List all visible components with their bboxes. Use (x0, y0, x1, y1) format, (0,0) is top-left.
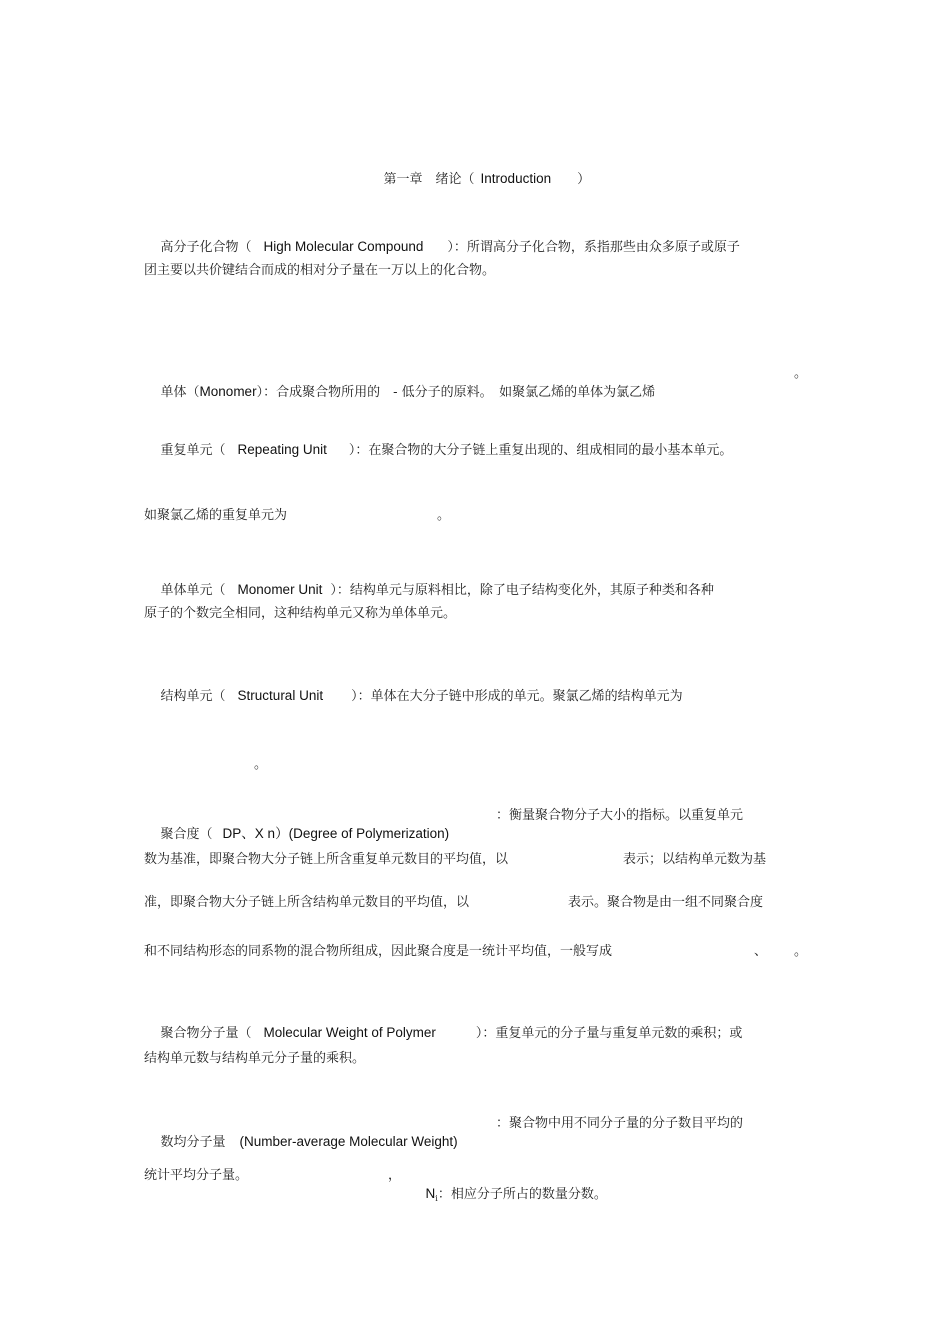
number-average-line2: 统计平均分子量。 (144, 1168, 249, 1183)
dp-line4-period: 。 (794, 944, 808, 959)
def-number-average-mw-definition: ：聚合物中用不同分子量的分子数目平均的 (496, 1116, 744, 1131)
title-en: Introduction (480, 171, 552, 186)
def-monomer-unit-line2: 原子的个数完全相同，这种结构单元又称为单体单元。 (144, 606, 457, 621)
term-en: Molecular Weight of Polymer (263, 1025, 436, 1040)
term-en: Monomer (199, 384, 257, 399)
structural-unit-period: 。 (254, 757, 268, 772)
dp-line2a: 数为基准，即聚合物大分子链上所含重复单元数目的平均值，以 (144, 852, 509, 867)
term-cn: 单体单元（ (160, 583, 226, 598)
term-cn: 单体（ (160, 385, 200, 400)
term-en: High Molecular Compound (263, 239, 424, 254)
def-number-average-mw (144, 1115, 458, 1170)
term-symbols: DP、X n (222, 826, 276, 841)
def-degree-of-polymerization-definition: ：衡量聚合物分子大小的指标。以重复单元 (496, 808, 744, 823)
definition: ）：合成聚合物所用的 - 低分子的原料。 如聚氯乙烯的单体为氯乙烯 (256, 385, 656, 400)
term-en: (Number-average Molecular Weight) (239, 1134, 458, 1149)
term-cn: 聚合物分子量（ (160, 1026, 252, 1041)
definition: ）：结构单元与原料相比，除了电子结构变化外，其原子种类和各种 (330, 583, 714, 598)
def-high-molecular-compound-line2: 团主要以共价键结合而成的相对分子量在一万以上的化合物。 (144, 263, 496, 278)
dp-line3b: 表示。聚合物是由一组不同聚合度 (568, 895, 764, 910)
dp-line2b: 表示；以结构单元数为基 (623, 852, 767, 867)
title-pre: 第一章 绪论（ (383, 172, 475, 187)
def-molecular-weight-line2: 结构单元数与结构单元分子量的乘积。 (144, 1051, 366, 1066)
term-cn: 重复单元（ (160, 443, 226, 458)
term-cn: 结构单元（ (160, 689, 226, 704)
number-average-line2-comma: ， (388, 1168, 402, 1183)
symbol-n: N (425, 1186, 436, 1201)
term-en: ）(Degree of Polymerization) (275, 826, 450, 841)
number-fraction-text: ：相应分子所占的数量分数。 (437, 1187, 607, 1202)
term-cn: 聚合度（ (160, 827, 213, 842)
pvc-repeating-unit: 如聚氯乙烯的重复单元为 (144, 508, 288, 523)
term-en: Structural Unit (237, 688, 324, 703)
title-post: ） (577, 172, 591, 187)
number-fraction-note (409, 1167, 607, 1226)
definition: ）：重复单元的分子量与重复单元数的乘积；或 (475, 1026, 743, 1041)
def-structural-unit (144, 669, 683, 724)
monomer-period: 。 (794, 366, 808, 381)
def-monomer (144, 365, 655, 420)
def-repeating-unit (144, 423, 732, 478)
term-cn: 数均分子量 (160, 1135, 226, 1150)
definition: ）：在聚合物的大分子链上重复出现的、组成相同的最小基本单元。 (348, 443, 733, 458)
term-en: Monomer Unit (237, 582, 323, 597)
term-en: Repeating Unit (237, 442, 327, 457)
dp-line3a: 准，即聚合物大分子链上所含结构单元数目的平均值，以 (144, 895, 470, 910)
definition: ）：单体在大分子链中形成的单元。聚氯乙烯的结构单元为 (351, 689, 683, 704)
symbol-n-subscript: i (435, 1194, 438, 1203)
pvc-repeating-unit-period: 。 (437, 508, 451, 523)
dp-line4: 和不同结构形态的同系物的混合物所组成，因此聚合度是一统计平均值，一般写成 (144, 944, 613, 959)
term-cn: 高分子化合物（ (160, 240, 252, 255)
dp-line4-comma: 、 (754, 944, 768, 959)
chapter-title (367, 152, 590, 207)
definition: ）：所谓高分子化合物，系指那些由众多原子或原子 (447, 240, 740, 255)
